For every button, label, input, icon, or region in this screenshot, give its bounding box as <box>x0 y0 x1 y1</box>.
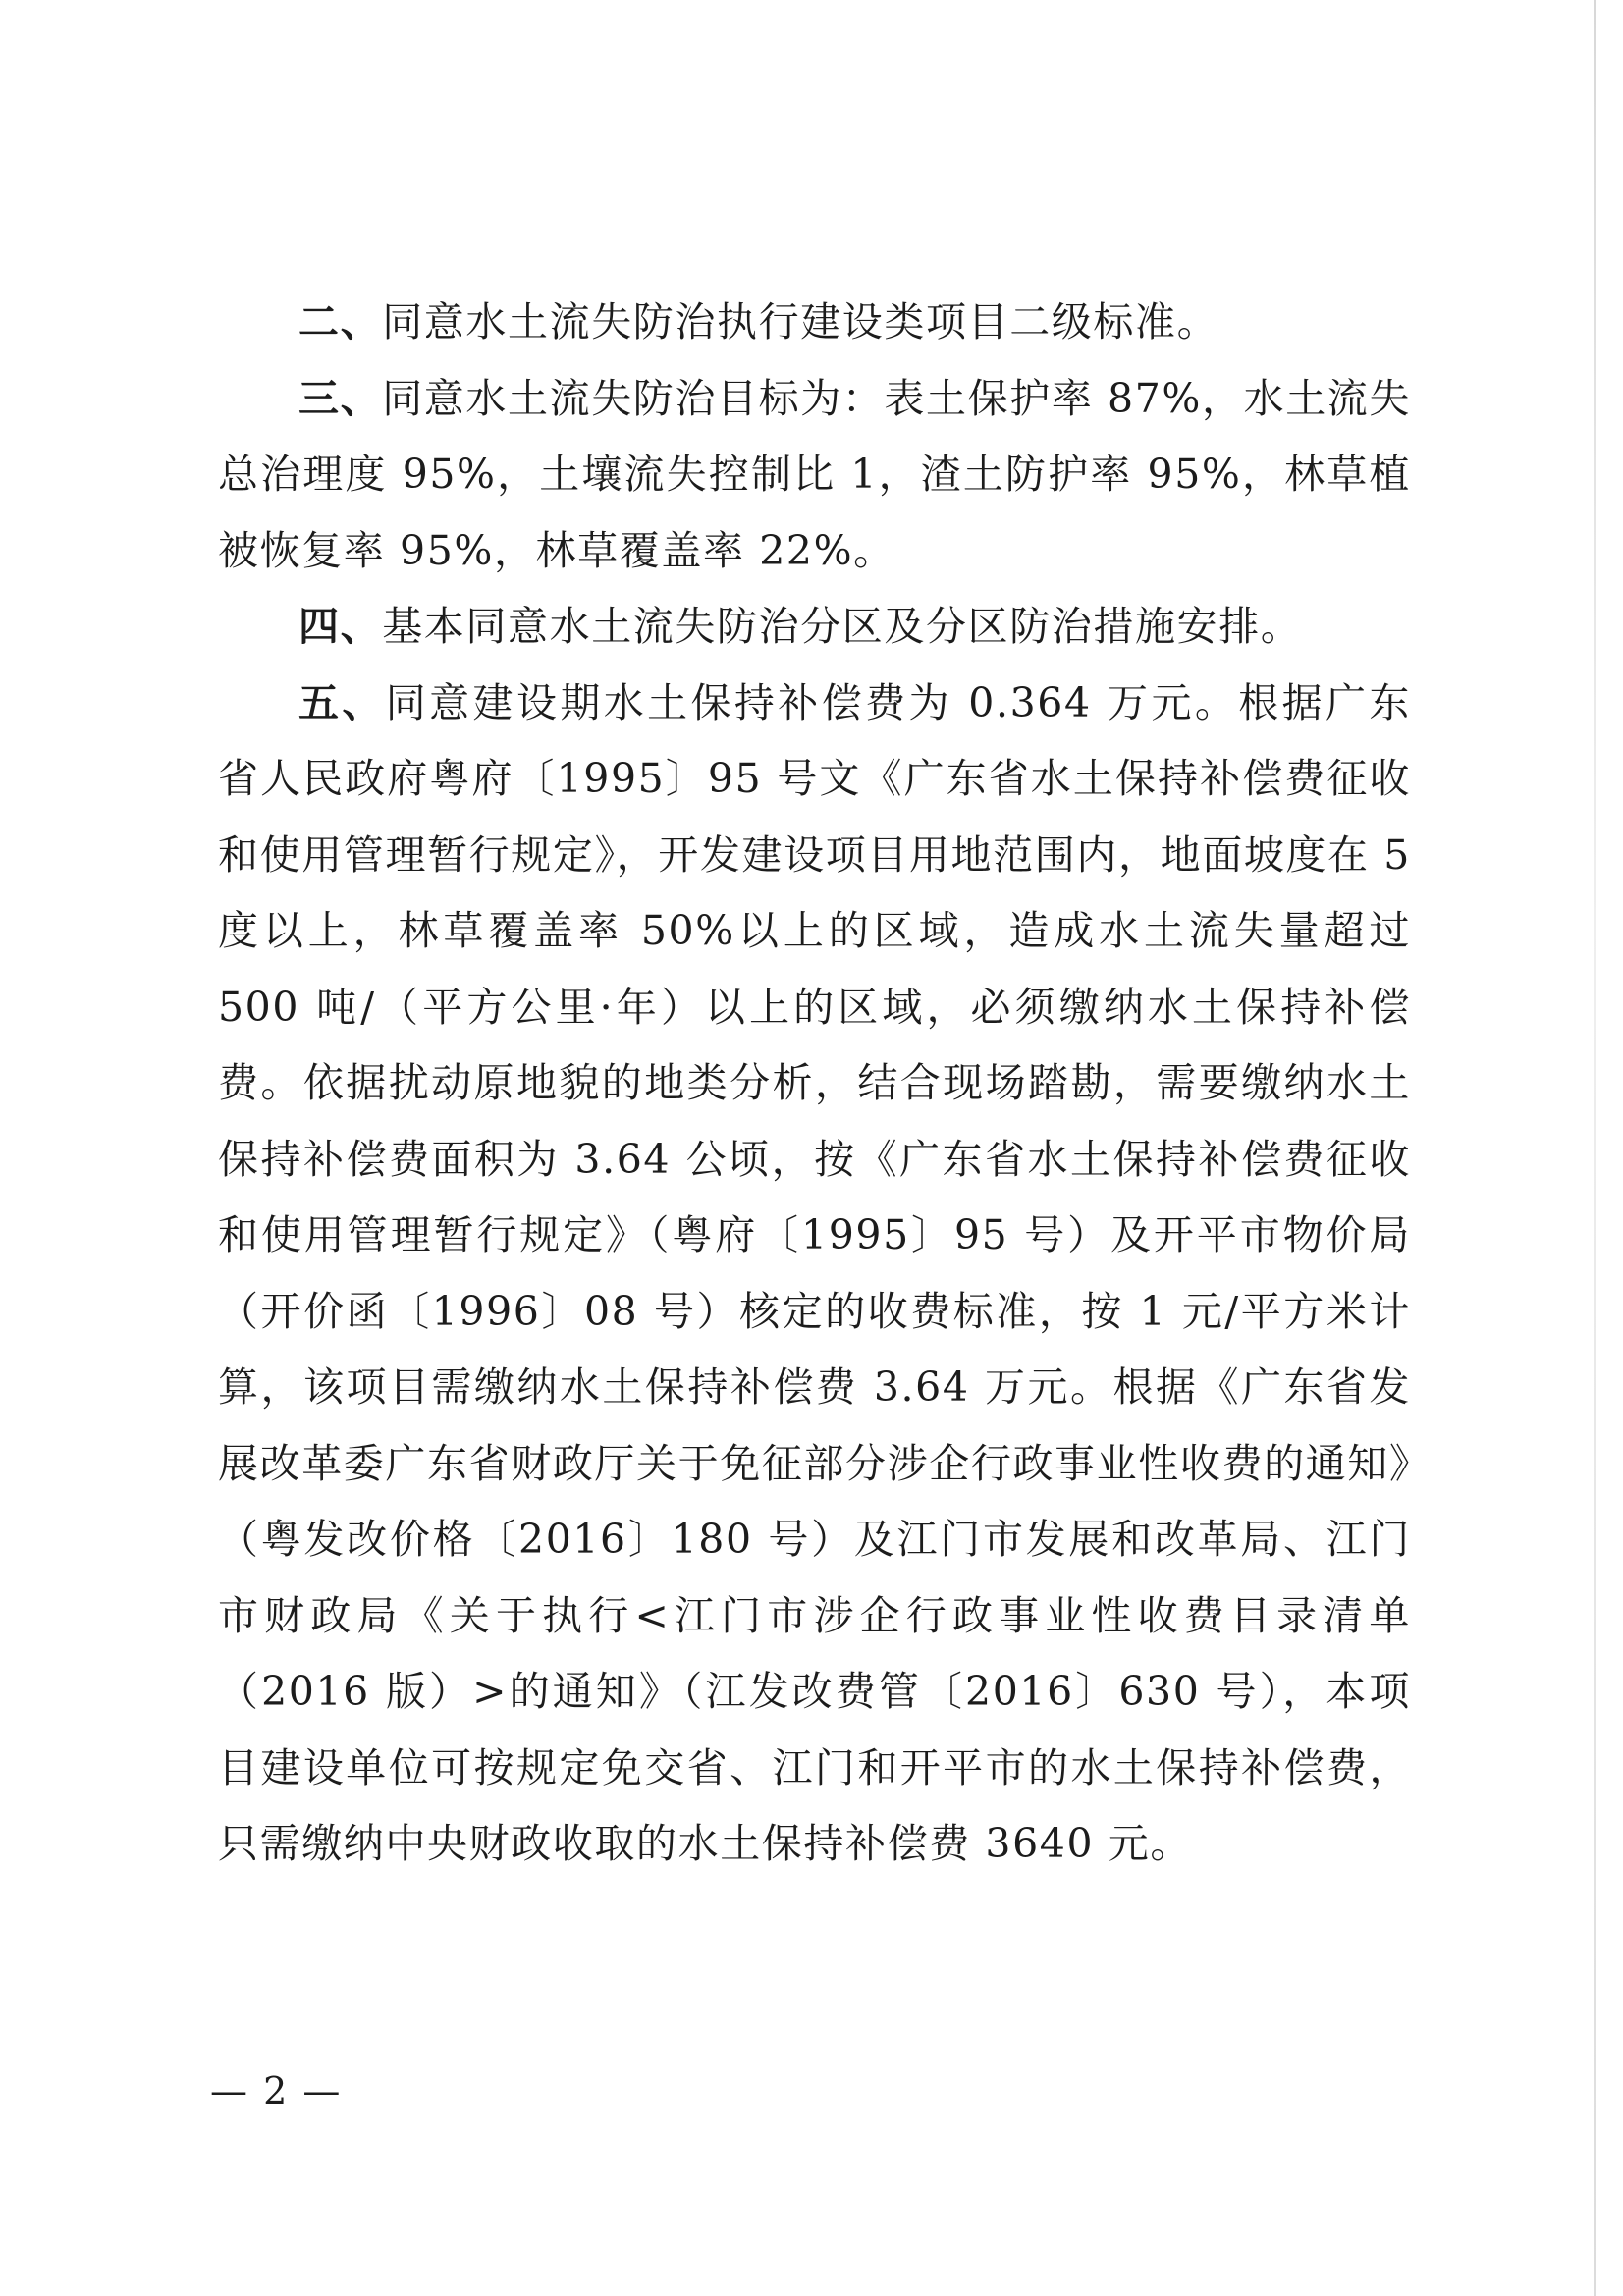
paragraph-standard-level <box>218 285 1411 361</box>
page-number: — 2 — <box>210 2069 343 2112</box>
paragraph-text: 同意水土流失防治目标为：表土保护率 87%，水土流失总治理度 95%，土壤流失控制比 1，渣土防护率 95%，林草植被恢复率 95%，林草覆盖率 22%。 <box>218 374 1411 574</box>
paragraph-text: 同意水土流失防治执行建设类项目二级标准。 <box>382 298 1219 346</box>
scan-edge-line <box>1594 0 1596 2296</box>
paragraph-prevention-targets <box>218 361 1411 590</box>
paragraph-lead: 五、 <box>298 678 386 726</box>
paragraph-lead: 四、 <box>298 603 383 650</box>
paragraph-zoning-measures <box>218 589 1411 666</box>
paragraph-lead: 三、 <box>298 374 383 422</box>
document-body <box>218 285 1411 1883</box>
paragraph-lead: 二、 <box>298 298 383 346</box>
paragraph-text: 基本同意水土流失防治分区及分区防治措施安排。 <box>382 603 1303 650</box>
paragraph-text: 同意建设期水土保持补偿费为 0.364 万元。根据广东省人民政府粤府〔1995〕95 号文《广东省水土保持补偿费征收和使用管理暂行规定》，开发建设项目用地范围内，地面坡度在 5 度以上，林草覆盖率 50%以上的区域，造成水土流失量超过 500 吨/（平方公里·年）以上的区域，必须缴纳水土保持补偿费。依据扰动原地貌的地类分析，结合现场踏勘，需要缴纳水土保持补偿费面积为 3.64 公顷，按《广东省水土保持补偿费征收和使用管理暂行规定》（粤府〔1995〕95 号）及开平市物价局（开价函〔1996〕08 号）核定的收费标准，按 1 元/平方米计算，该项目需缴纳水土保持补偿费 3.64 万元。根据《广东省发展改革委广东省财政厅关于免征部分涉企行政事业性收费的通知》（粤发改价格〔2016〕180 号）及江门市发展和改革局、江门市财政局《关于执行<江门市涉企行政事业性收费目录清单（2016 版）>的通知》（江发改费管〔2016〕630 号），本项目建设单位可按规定免交省、江门和开平市的水土保持补偿费，只需缴纳中央财政收取的水土保持补偿费 3640 元。 <box>218 678 1411 1867</box>
paragraph-compensation-fee <box>218 666 1411 1883</box>
